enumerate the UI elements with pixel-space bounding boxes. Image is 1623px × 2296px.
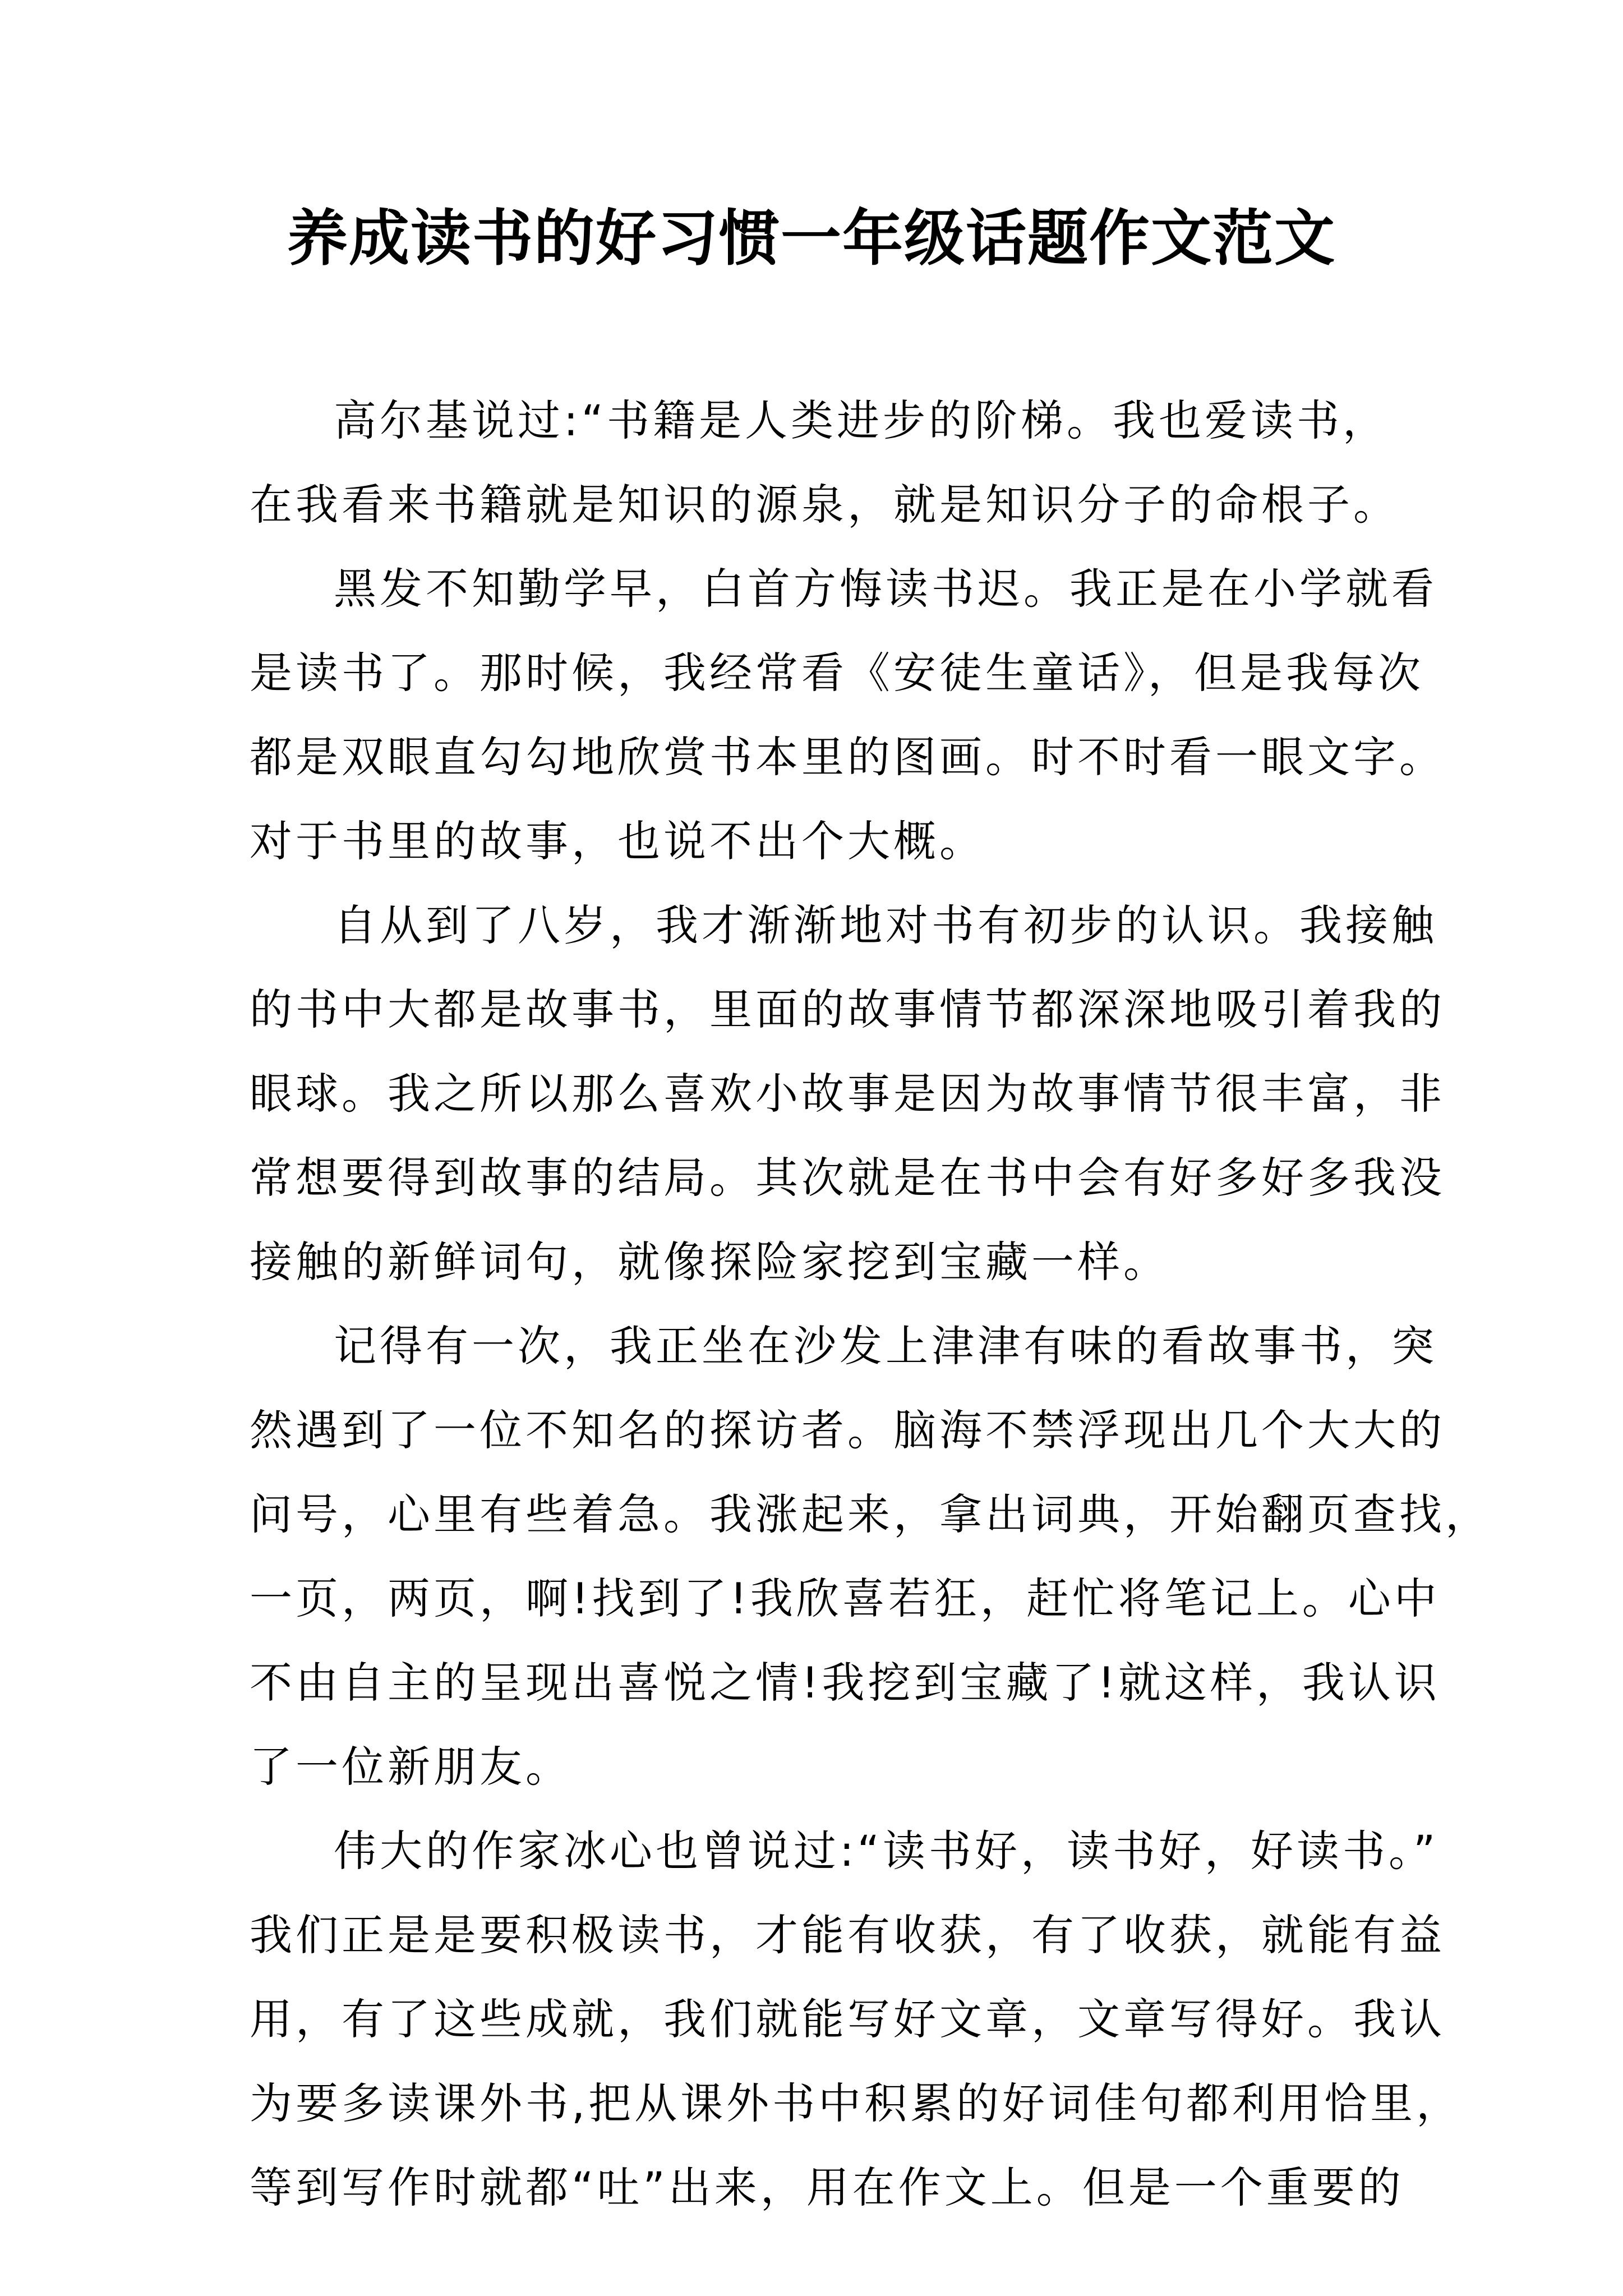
- text-line: 常想要得到故事的结局。其次就是在书中会有好多好多我没: [250, 1153, 1445, 1203]
- paragraph: [250, 379, 1405, 547]
- text-line: 对于书里的故事，也说不出个大概。: [250, 816, 985, 866]
- text-line: 了一位新朋友。: [250, 1742, 571, 1792]
- text-line: 记得有一次，我正坐在沙发上津津有味的看故事书，突: [334, 1321, 1437, 1371]
- text-line: 接触的新鲜词句，就像探险家挖到宝藏一样。: [250, 1237, 1169, 1287]
- text-line: 我们正是是要积极读书，才能有收获，有了收获，就能有益: [250, 1910, 1445, 1960]
- text-line: 的书中大都是故事书，里面的故事情节都深深地吸引着我的: [250, 984, 1445, 1034]
- document-body: [250, 379, 1491, 2230]
- paragraph: [250, 1809, 1463, 2230]
- paragraph: [250, 884, 1445, 1304]
- text-line: 自从到了八岁，我才渐渐地对书有初步的认识。我接触: [334, 900, 1437, 950]
- text-line: 高尔基说过:“书籍是人类进步的阶梯。我也爱读书，: [334, 395, 1389, 445]
- text-line: 在我看来书籍就是知识的源泉，就是知识分子的命根子。: [250, 480, 1399, 530]
- document-title: 养成读书的好习惯一年级话题作文范文: [287, 203, 1336, 274]
- text-line: 不由自主的呈现出喜悦之情!我挖到宝藏了!就这样，我认识: [250, 1658, 1440, 1708]
- text-line: 一页，两页，啊!找到了!我欣喜若狂，赶忙将笔记上。心中: [250, 1573, 1440, 1623]
- text-line: 问号，心里有些着急。我涨起来，拿出词典，开始翻页查找，: [250, 1489, 1491, 1539]
- text-line: 伟大的作家冰心也曾说过:“读书好，读书好，好读书。”: [334, 1826, 1439, 1876]
- paragraph: [250, 547, 1445, 884]
- text-line: 黑发不知勤学早，白首方悔读书迟。我正是在小学就看: [334, 564, 1437, 614]
- text-line: 用，有了这些成就，我们就能写好文章，文章写得好。我认: [250, 1994, 1445, 2044]
- text-line: 眼球。我之所以那么喜欢小故事是因为故事情节很丰富，非: [250, 1069, 1445, 1119]
- text-line: 等到写作时就都“吐”出来，用在作文上。但是一个重要的: [250, 2162, 1404, 2212]
- text-line: 为要多读课外书,把从课外书中积累的好词佳句都利用恰里，: [250, 2078, 1463, 2128]
- text-line: 然遇到了一位不知名的探访者。脑海不禁浮现出几个大大的: [250, 1405, 1445, 1455]
- paragraph: [250, 1304, 1491, 1809]
- text-line: 是读书了。那时候，我经常看《安徒生童话》，但是我每次: [250, 648, 1424, 698]
- text-line: 都是双眼直勾勾地欣赏书本里的图画。时不时看一眼文字。: [250, 732, 1445, 782]
